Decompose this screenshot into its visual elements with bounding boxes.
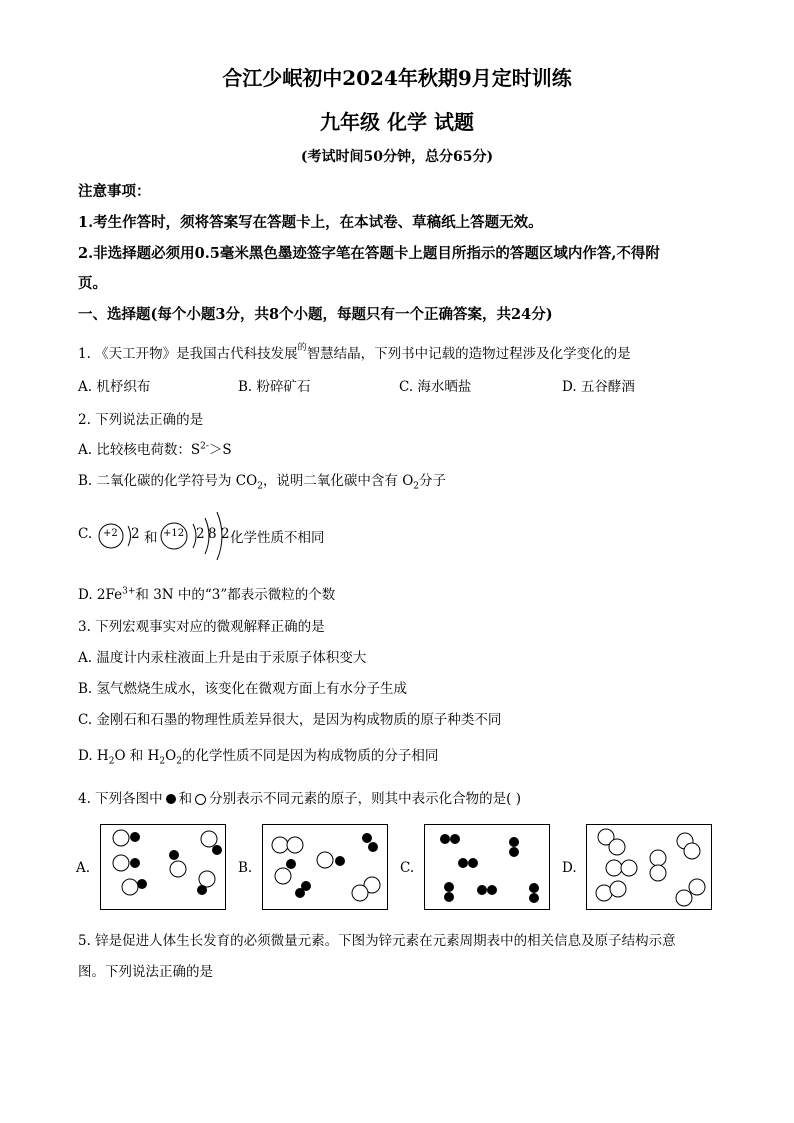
filled-atom-icon <box>166 794 176 804</box>
q4-d-molecules <box>587 825 711 909</box>
atom1-nucleus-charge: +2 <box>103 528 118 539</box>
q2-option-b[interactable]: B. 二氧化碳的化学符号为 $CO_2$，说明二氧化碳中含有 $O_2$分子 <box>78 473 447 492</box>
q4-option-d-label[interactable]: D. <box>562 860 577 876</box>
q3-option-c[interactable]: C. 金刚石和石墨的物理性质差异很大，是因为构成物质的原子种类不同 <box>78 712 502 728</box>
notice-item-2-line2: 页。 <box>78 275 107 292</box>
atom2-shell-count-2: 8 <box>208 526 217 542</box>
q4-option-a-label[interactable]: A. <box>76 860 91 876</box>
q2-option-c-text: 化学性质不相同 <box>230 530 325 546</box>
hollow-atom-icon <box>195 794 206 805</box>
q3-option-d[interactable]: D. $H_2O$ 和 $H_2O_2$的化学性质不同是因为构成物质的分子相同 <box>78 748 439 767</box>
q1-option-a[interactable]: A. 机杼织布 <box>78 379 151 395</box>
question-1-stem: 1. 《天工开物》是我国古代科技发展$^的$智慧结晶，下列书中记载的造物过程涉及化学变化的是 <box>78 342 631 362</box>
q4-a-molecules <box>101 825 225 909</box>
notice-item-2-line1: 2.非选择题必须用0.5毫米黑色墨迹签字笔在答题卡上题目所指示的答题区域内作答,不得附 <box>78 245 660 262</box>
q2-option-c-label[interactable]: C. <box>78 526 93 542</box>
q1-option-c[interactable]: C. 海水晒盐 <box>399 379 472 395</box>
q4-option-d-diagram[interactable] <box>586 824 712 910</box>
q4-option-b-label[interactable]: B. <box>238 860 253 876</box>
q4-option-c-label[interactable]: C. <box>400 860 415 876</box>
question-2-stem: 2. 下列说法正确的是 <box>78 412 204 428</box>
exam-info: (考试时间50分钟，总分65分) <box>300 149 494 165</box>
exam-title: 合江少岷初中2024年秋期9月定时训练 <box>222 66 572 90</box>
section-1-heading: 一、选择题(每个小题3分，共8个小题，每题只有一个正确答案，共24分) <box>78 306 553 323</box>
question-3-stem: 3. 下列宏观事实对应的微观解释正确的是 <box>78 619 325 635</box>
q4-option-c-diagram[interactable] <box>424 824 550 910</box>
q4-b-molecules <box>263 825 387 909</box>
atom2-shell-count-1: 2 <box>196 526 205 542</box>
question-5-line1: 5. 锌是促进人体生长发育的必须微量元素。下图为锌元素在元素周期表中的相关信息及原子结构示意 <box>78 933 676 949</box>
exam-subtitle: 九年级 化学 试题 <box>320 110 474 134</box>
notice-item-1: 1.考生作答时，须将答案写在答题卡上，在本试卷、草稿纸上答题无效。 <box>78 214 543 231</box>
q2-option-c-and: 和 <box>144 530 158 546</box>
q2-option-d[interactable]: D. $2Fe^{3+}$和 3N 中的“3”都表示微粒的个数 <box>78 586 336 603</box>
q2-option-a[interactable]: A. 比较核电荷数：$S^{2-}>S$ <box>78 441 232 458</box>
question-4-stem: 4. 下列各图中 和 分别表示不同元素的原子，则其中表示化合物的是( ) <box>78 791 521 807</box>
atom1-shell-count: 2 <box>131 526 140 542</box>
q1-option-b[interactable]: B. 粉碎矿石 <box>238 379 311 395</box>
q3-option-b[interactable]: B. 氢气燃烧生成水，该变化在微观方面上有水分子生成 <box>78 681 408 697</box>
q1-option-d[interactable]: D. 五谷酵酒 <box>562 379 635 395</box>
q4-option-a-diagram[interactable] <box>100 824 226 910</box>
q3-option-a[interactable]: A. 温度计内汞柱液面上升是由于汞原子体积变大 <box>78 650 367 666</box>
notice-heading: 注意事项： <box>78 183 151 200</box>
atom2-nucleus-charge: +12 <box>163 528 185 539</box>
question-5-line2: 图。下列说法正确的是 <box>78 964 213 980</box>
atom2-shell-count-3: 2 <box>221 526 230 542</box>
q4-option-b-diagram[interactable] <box>262 824 388 910</box>
q4-c-molecules <box>425 825 549 909</box>
